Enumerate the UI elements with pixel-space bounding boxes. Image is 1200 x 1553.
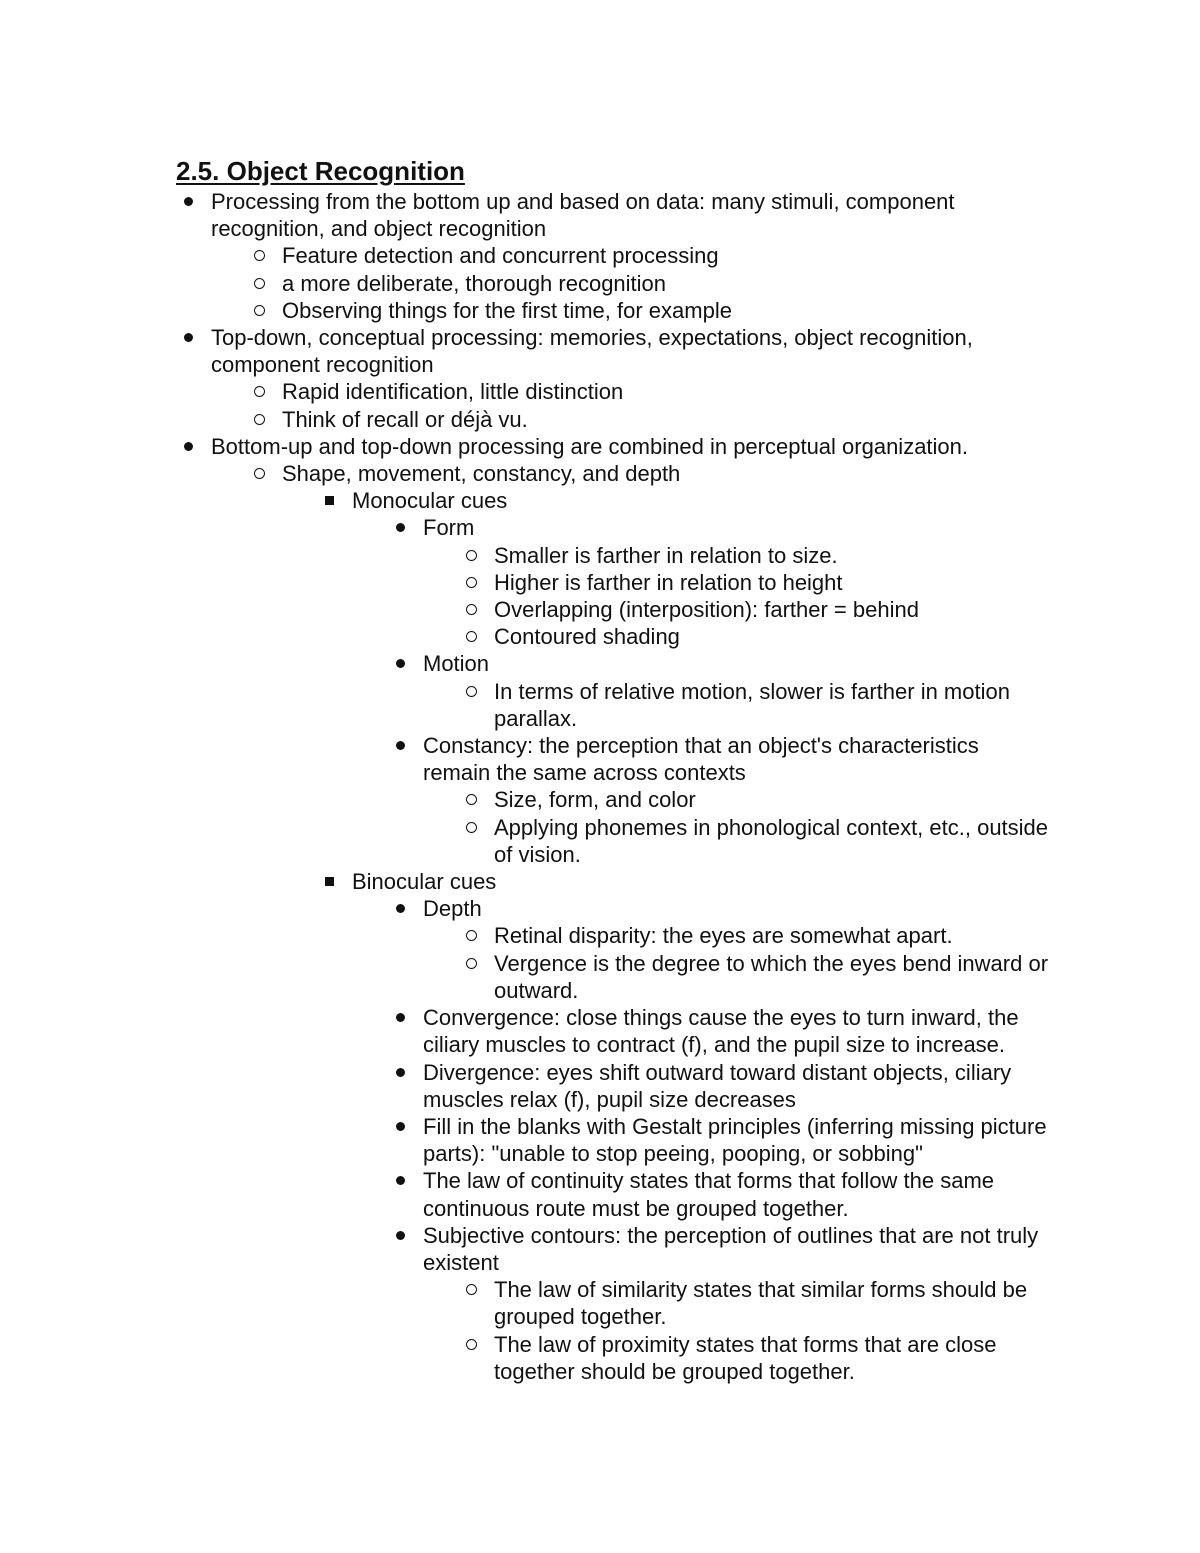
disc-bullet-icon [391,1222,411,1249]
list-item-text: Feature detection and concurrent processing [282,243,719,269]
list-item-text: The law of continuity states that forms that follow the same continuous route must be grouped together. [423,1168,995,1221]
disc-bullet-icon [391,1113,411,1140]
square-bullet-icon [320,868,340,895]
circle-bullet-icon [462,1331,482,1358]
list-item [423,732,1052,786]
list-item-text: Divergence: eyes shift outward toward distant objects, ciliary muscles relax (f), pupil size decreases [423,1059,1012,1112]
list-item-text: The law of proximity states that forms that are close together should be grouped together. [494,1331,997,1384]
list-item [282,378,1020,405]
circle-bullet-icon [462,786,482,813]
list-item-text: Vergence is the degree to which the eyes bend inward or outward. [494,950,1049,1003]
disc-bullet-icon [391,1004,411,1031]
list-item [494,623,1052,650]
list-item-text: Processing from the bottom up and based on data: many stimuli, component recognition, and object recognition [211,189,955,242]
list-item-text: a more deliberate, thorough recognition [282,270,667,296]
list-item [423,1004,1052,1058]
list-item [282,460,1020,487]
circle-bullet-icon [462,678,482,705]
disc-bullet-icon [391,1167,411,1194]
list-item-text: Subjective contours: the perception of outlines that are not truly existent [423,1222,1039,1275]
list-item [494,678,1052,732]
circle-bullet-icon [462,569,482,596]
list-item [494,786,1052,813]
list-item-text: Binocular cues [352,869,497,895]
circle-bullet-icon [462,596,482,623]
list-item [423,1222,1052,1276]
list-item-text: Size, form, and color [494,787,696,813]
list-item [211,433,1020,460]
disc-bullet-icon [179,433,199,460]
circle-bullet-icon [250,460,270,487]
list-item [282,297,1020,324]
list-item-text: Higher is farther in relation to height [494,569,843,595]
list-item [352,487,1020,514]
page-title: 2.5. Object Recognition [176,156,465,186]
outline-list [176,188,1066,1385]
list-item [423,1167,1052,1221]
list-item [423,650,1052,677]
list-item [494,922,1052,949]
disc-bullet-icon [391,650,411,677]
disc-bullet-icon [391,895,411,922]
circle-bullet-icon [250,270,270,297]
list-item [494,1276,1052,1330]
list-item [494,569,1052,596]
list-item-text: Rapid identification, little distinction [282,379,624,405]
list-item-text: Observing things for the first time, for example [282,297,732,323]
list-item-text: The law of similarity states that similar forms should be grouped together. [494,1277,1028,1330]
list-item-text: Think of recall or déjà vu. [282,406,528,432]
list-item [494,814,1052,868]
list-item [494,950,1052,1004]
circle-bullet-icon [462,623,482,650]
circle-bullet-icon [462,950,482,977]
circle-bullet-icon [250,242,270,269]
list-item [352,868,1020,895]
list-item [494,1331,1052,1385]
disc-bullet-icon [391,514,411,541]
list-item [423,514,1052,541]
list-item-text: Convergence: close things cause the eyes to turn inward, the ciliary muscles to contract (f), and the pupil size to increase. [423,1005,1019,1058]
list-item-text: Smaller is farther in relation to size. [494,542,838,568]
list-item-text: Depth [423,896,482,922]
circle-bullet-icon [250,297,270,324]
disc-bullet-icon [179,324,199,351]
list-item [282,270,1020,297]
list-item-text: In terms of relative motion, slower is farther in motion parallax. [494,678,1010,731]
circle-bullet-icon [250,378,270,405]
disc-bullet-icon [391,732,411,759]
list-item-text: Applying phonemes in phonological context, etc., outside of vision. [494,814,1049,867]
circle-bullet-icon [462,814,482,841]
circle-bullet-icon [462,1276,482,1303]
circle-bullet-icon [250,406,270,433]
list-item-text: Constancy: the perception that an object's characteristics remain the same across contexts [423,733,979,786]
list-item-text: Form [423,515,475,541]
list-item [211,324,1020,378]
list-item [423,1059,1052,1113]
disc-bullet-icon [179,188,199,215]
list-item [423,1113,1052,1167]
list-item-text: Contoured shading [494,624,680,650]
list-item-text: Retinal disparity: the eyes are somewhat apart. [494,923,953,949]
list-item-text: Bottom-up and top-down processing are combined in perceptual organization. [211,433,969,459]
circle-bullet-icon [462,542,482,569]
circle-bullet-icon [462,922,482,949]
list-item-text: Overlapping (interposition): farther = behind [494,597,919,623]
document [176,155,1066,1385]
disc-bullet-icon [391,1059,411,1086]
list-item [423,895,1052,922]
list-item-text: Shape, movement, constancy, and depth [282,461,681,487]
list-item-text: Top-down, conceptual processing: memories, expectations, object recognition, component recognition [211,325,973,378]
list-item [211,188,1020,242]
list-item-text: Monocular cues [352,488,508,514]
square-bullet-icon [320,487,340,514]
list-item [282,406,1020,433]
list-item [494,596,1052,623]
list-item-text: Motion [423,651,490,677]
list-item-text: Fill in the blanks with Gestalt principles (inferring missing picture parts): "unable to stop peeing, pooping, or sobbing" [423,1113,1047,1167]
list-item [494,542,1052,569]
list-item [282,242,1020,269]
